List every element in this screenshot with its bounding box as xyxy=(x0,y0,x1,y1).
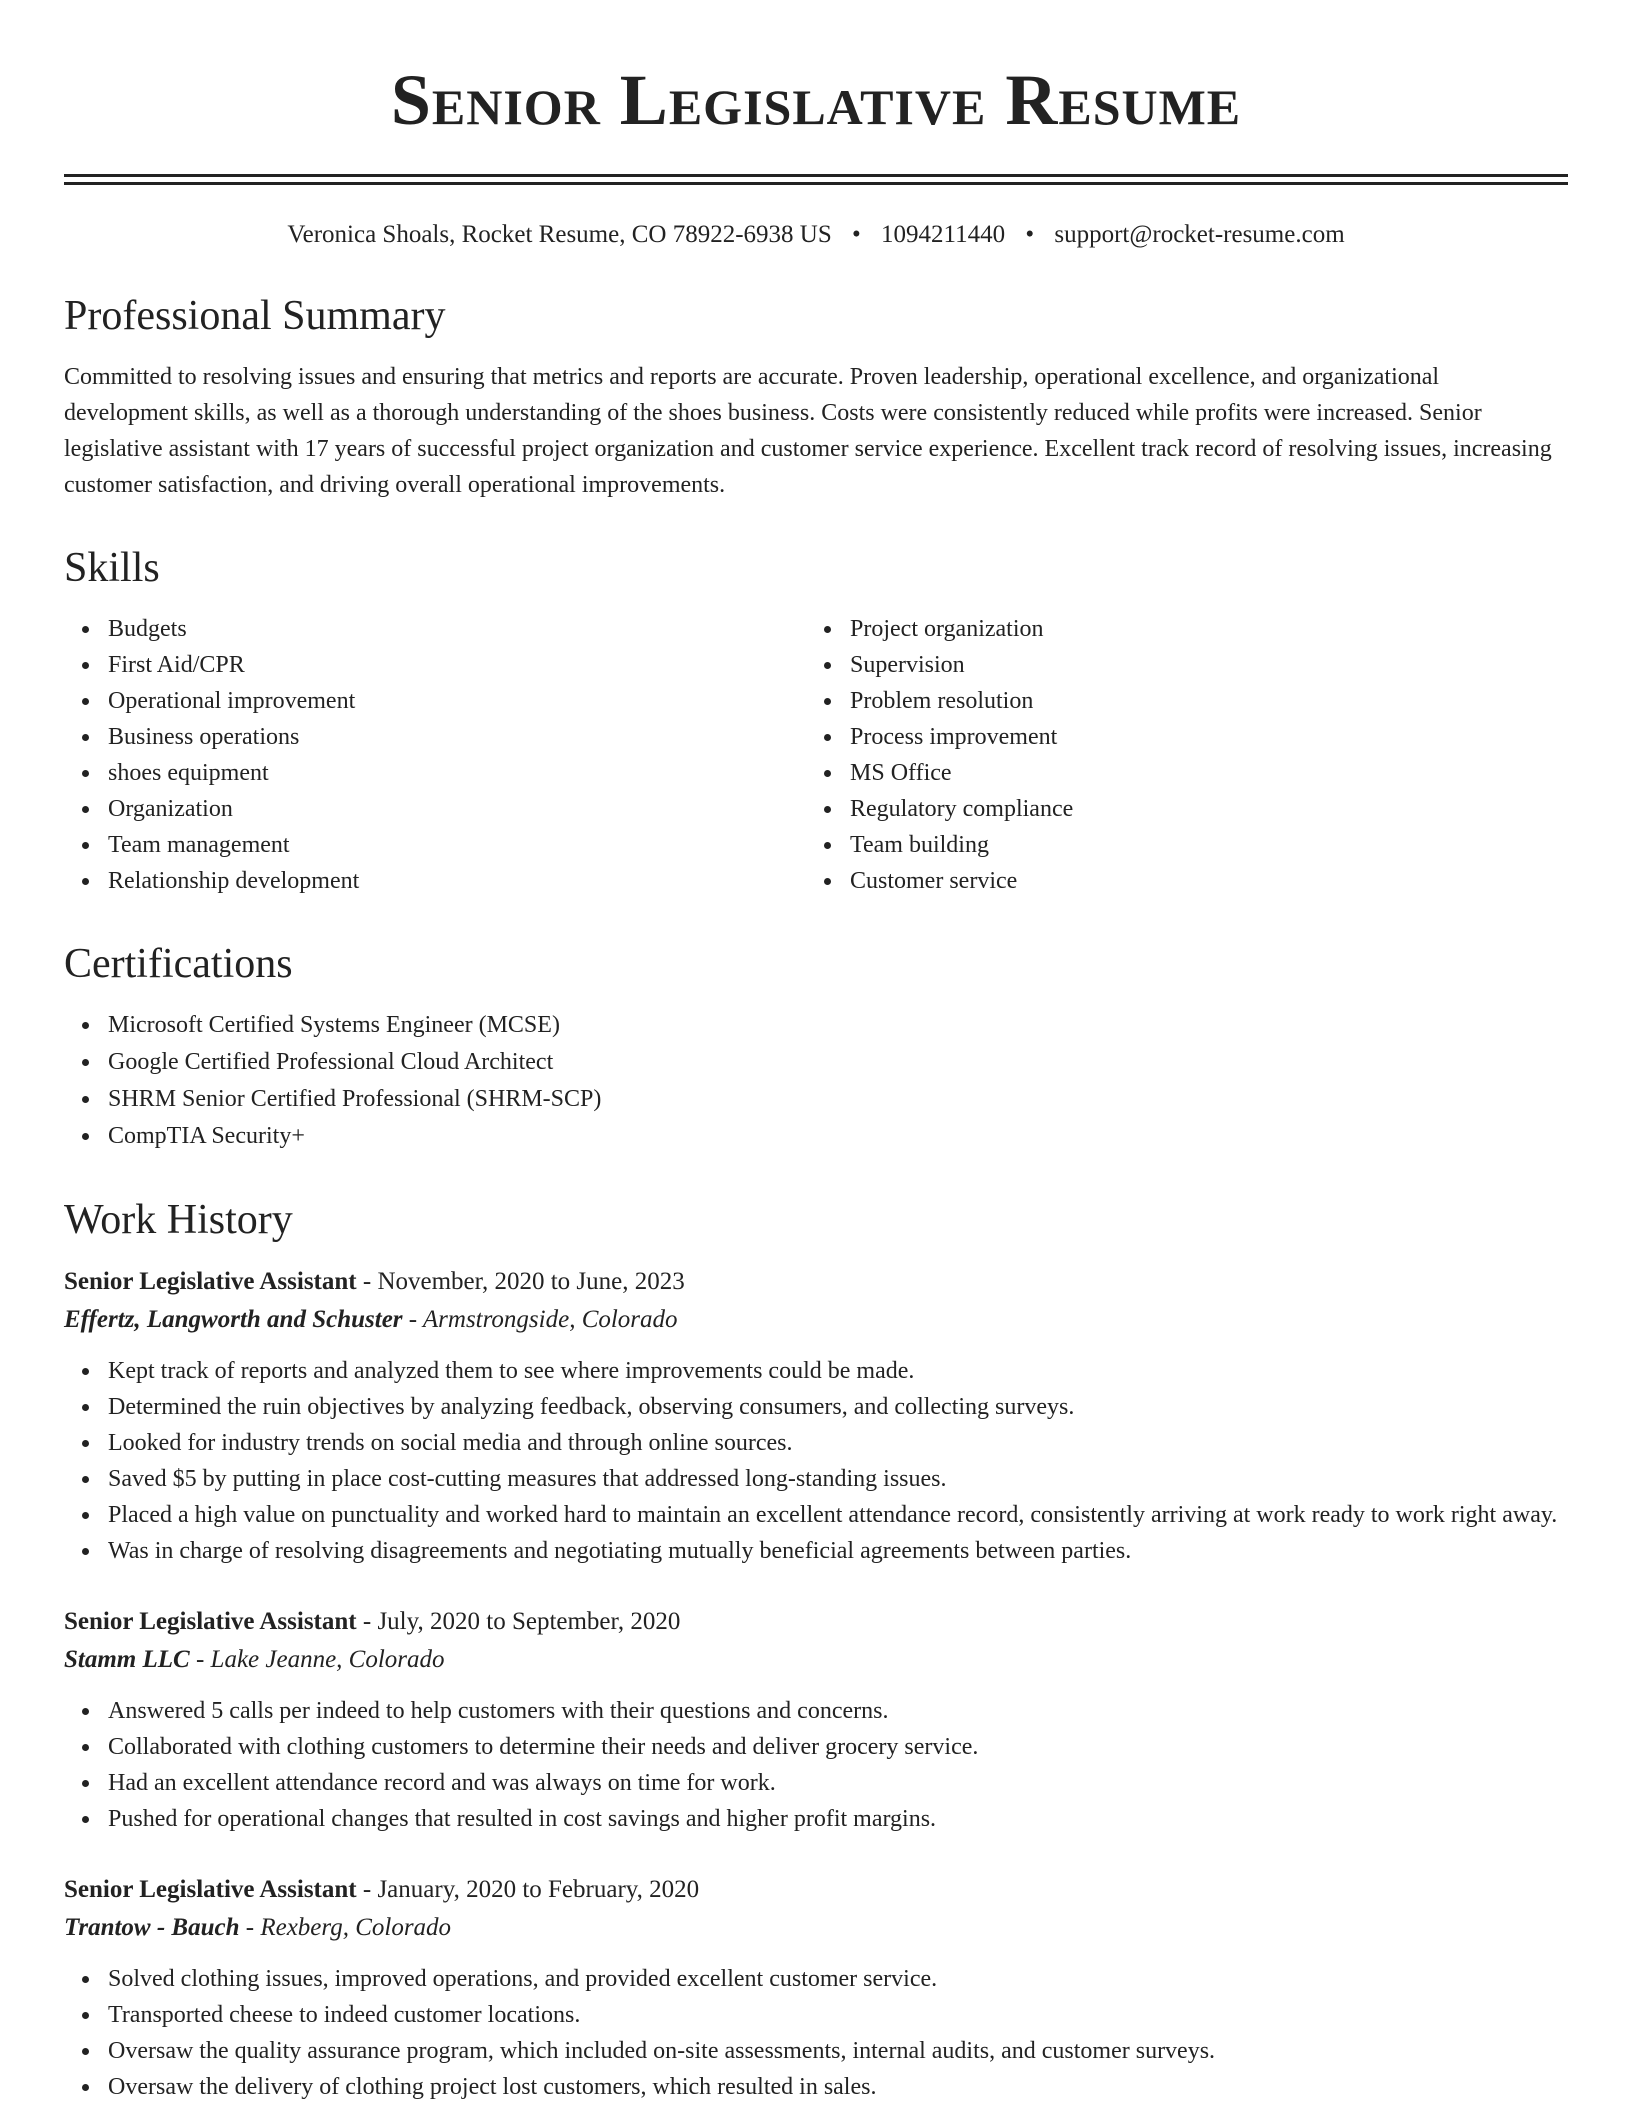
skill-item: Customer service xyxy=(850,863,1548,899)
summary-section xyxy=(64,291,1568,503)
skills-section xyxy=(64,543,1568,899)
certification-item: CompTIA Security+ xyxy=(108,1118,1568,1155)
skill-item: Problem resolution xyxy=(850,683,1548,719)
contact-separator: • xyxy=(851,221,861,248)
job-header xyxy=(64,1871,1568,1909)
certification-item: Google Certified Professional Cloud Architect xyxy=(108,1044,1568,1081)
skills-list-right xyxy=(806,611,1548,899)
job-location: - Lake Jeanne, Colorado xyxy=(189,1646,445,1673)
summary-text: Committed to resolving issues and ensuring that metrics and reports are accurate. Proven leadership, operational excellence, and organizational development skills, as well as a thorough understanding of the shoes business. Costs were consistently reduced while profits were increased. Senior legislative assistant with 17 years of successful project organization and customer service experience. Excellent track record of resolving issues, increasing customer satisfaction, and driving overall operational improvements. xyxy=(64,364,1552,498)
contact-email: support@rocket-resume.com xyxy=(1054,221,1345,248)
skill-item: Budgets xyxy=(108,611,806,647)
skills-heading: Skills xyxy=(64,545,160,591)
skill-item: shoes equipment xyxy=(108,755,806,791)
skill-item: Operational improvement xyxy=(108,683,806,719)
job-duty-item: Oversaw the delivery of clothing project lost customers, which resulted in sales. xyxy=(108,2069,1568,2105)
job-title: Senior Legislative Assistant xyxy=(64,1268,357,1295)
job-duties-list xyxy=(64,1353,1568,1569)
skill-item: Team building xyxy=(850,827,1548,863)
skill-item: Organization xyxy=(108,791,806,827)
skill-item: Supervision xyxy=(850,647,1548,683)
job-duty-item: Collaborated with clothing customers to determine their needs and deliver grocery service. xyxy=(108,1729,1568,1765)
contact-address: Veronica Shoals, Rocket Resume, CO 78922-6938 US xyxy=(287,221,832,248)
skill-item: Regulatory compliance xyxy=(850,791,1548,827)
job-duty-item: Was in charge of resolving disagreements and negotiating mutually beneficial agreements between parties. xyxy=(108,1533,1568,1569)
contact-phone: 1094211440 xyxy=(881,221,1006,248)
skill-item: Business operations xyxy=(108,719,806,755)
job-dates: - January, 2020 to February, 2020 xyxy=(356,1876,700,1903)
skill-item: Project organization xyxy=(850,611,1548,647)
job-duty-item: Looked for industry trends on social media and through online sources. xyxy=(108,1425,1568,1461)
skills-column-left xyxy=(64,611,806,899)
job-organization xyxy=(64,1641,1568,1679)
certifications-list xyxy=(64,1007,1568,1155)
job-entry xyxy=(64,1871,1568,2105)
skill-item: First Aid/CPR xyxy=(108,647,806,683)
skill-item: Team management xyxy=(108,827,806,863)
skill-item: Process improvement xyxy=(850,719,1548,755)
job-duties-list xyxy=(64,1693,1568,1837)
job-duties-list xyxy=(64,1961,1568,2105)
job-organization xyxy=(64,1909,1568,1947)
job-title: Senior Legislative Assistant xyxy=(64,1876,357,1903)
certification-item: Microsoft Certified Systems Engineer (MCSE) xyxy=(108,1007,1568,1044)
job-location: - Armstrongside, Colorado xyxy=(402,1306,678,1333)
certification-item: SHRM Senior Certified Professional (SHRM-SCP) xyxy=(108,1081,1568,1118)
contact-line xyxy=(64,219,1568,251)
job-duty-item: Saved $5 by putting in place cost-cutting measures that addressed long-standing issues. xyxy=(108,1461,1568,1497)
skill-item: Relationship development xyxy=(108,863,806,899)
skill-item: MS Office xyxy=(850,755,1548,791)
job-organization xyxy=(64,1301,1568,1339)
job-duty-item: Kept track of reports and analyzed them to see where improvements could be made. xyxy=(108,1353,1568,1389)
job-header xyxy=(64,1263,1568,1301)
skills-list-left xyxy=(64,611,806,899)
page-title: Senior Legislative Resume xyxy=(390,60,1242,140)
job-entry xyxy=(64,1603,1568,1837)
job-duty-item: Determined the ruin objectives by analyzing feedback, observing consumers, and collecting surveys. xyxy=(108,1389,1568,1425)
contact-separator: • xyxy=(1025,221,1035,248)
job-header xyxy=(64,1603,1568,1641)
job-company: Stamm LLC xyxy=(64,1646,190,1673)
job-dates: - November, 2020 to June, 2023 xyxy=(356,1268,685,1295)
certifications-heading: Certifications xyxy=(64,941,293,987)
job-duty-item: Placed a high value on punctuality and worked hard to maintain an excellent attendance record, consistently arriving at work ready to work right away. xyxy=(108,1497,1568,1533)
job-dates: - July, 2020 to September, 2020 xyxy=(356,1608,681,1635)
job-entry xyxy=(64,1263,1568,1569)
job-duty-item: Solved clothing issues, improved operations, and provided excellent customer service. xyxy=(108,1961,1568,1997)
skills-column-right xyxy=(806,611,1548,899)
skills-grid xyxy=(64,611,1568,899)
job-duty-item: Transported cheese to indeed customer locations. xyxy=(108,1997,1568,2033)
job-duty-item: Pushed for operational changes that resulted in cost savings and higher profit margins. xyxy=(108,1801,1568,1837)
title-divider xyxy=(64,174,1568,185)
job-title: Senior Legislative Assistant xyxy=(64,1608,357,1635)
job-duty-item: Had an excellent attendance record and was always on time for work. xyxy=(108,1765,1568,1801)
work-history-heading: Work History xyxy=(64,1197,293,1243)
certifications-section xyxy=(64,939,1568,1155)
work-history-section xyxy=(64,1195,1568,2105)
job-company: Effertz, Langworth and Schuster xyxy=(64,1306,403,1333)
summary-heading: Professional Summary xyxy=(64,293,446,339)
job-location: - Rexberg, Colorado xyxy=(239,1914,452,1941)
job-company: Trantow - Bauch xyxy=(64,1914,240,1941)
job-duty-item: Answered 5 calls per indeed to help customers with their questions and concerns. xyxy=(108,1693,1568,1729)
job-duty-item: Oversaw the quality assurance program, which included on-site assessments, internal audits, and customer surveys. xyxy=(108,2033,1568,2069)
